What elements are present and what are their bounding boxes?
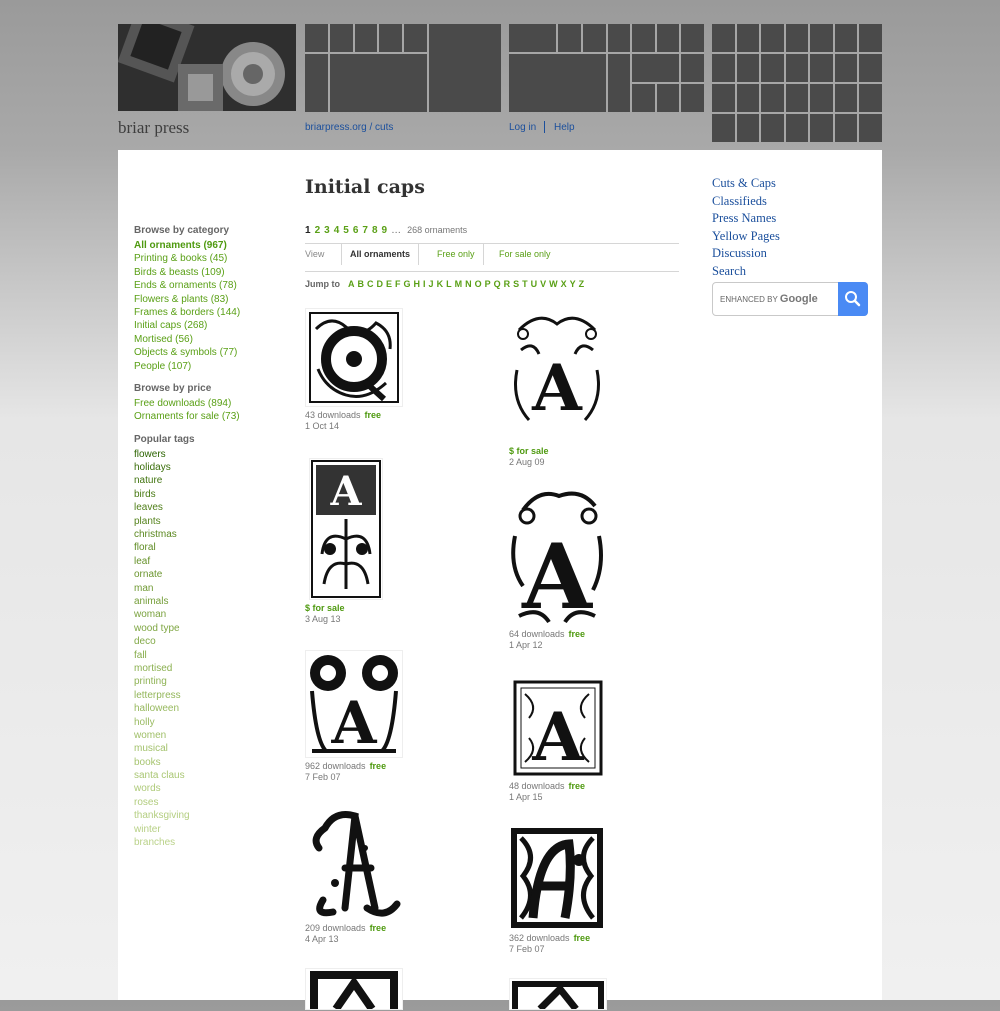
ornament-item[interactable] <box>305 308 403 431</box>
category-link[interactable]: Initial caps (268) <box>134 320 208 332</box>
ornament-item[interactable] <box>509 678 605 802</box>
tag-link[interactable]: thanksgiving <box>134 810 190 822</box>
tag-link[interactable]: leaf <box>134 555 151 567</box>
category-heading: Browse by category <box>134 225 230 236</box>
search-button[interactable] <box>838 282 868 316</box>
jump-letter[interactable]: L <box>446 279 452 289</box>
script-letter-a-icon[interactable] <box>305 808 401 920</box>
tag-link[interactable]: musical <box>134 743 168 755</box>
ornament-count: 268 ornaments <box>407 225 468 235</box>
ornate-letter-a-swirl-icon[interactable] <box>509 310 605 436</box>
page-current: 1 <box>305 225 311 236</box>
breadcrumb[interactable]: briarpress.org / cuts <box>305 122 394 133</box>
download-count: 64 downloads <box>509 629 565 639</box>
nav-press-names[interactable]: Press Names <box>712 211 777 226</box>
tag-link[interactable]: letterpress <box>134 689 181 701</box>
jump-letter[interactable]: Q <box>493 279 501 289</box>
right-nav <box>712 175 780 281</box>
header-separator <box>544 121 545 133</box>
tag-list <box>134 448 294 850</box>
price-heading: Browse by price <box>134 382 212 394</box>
item-date: 3 Aug 13 <box>305 614 341 624</box>
tag-link[interactable]: birds <box>134 488 156 500</box>
jump-letter[interactable]: W <box>549 279 558 289</box>
jump-letter[interactable]: H <box>413 279 421 289</box>
jump-letter[interactable]: F <box>395 279 401 289</box>
item-date: 4 Apr 13 <box>305 934 339 944</box>
help-link[interactable]: Help <box>554 122 575 133</box>
tag-link[interactable]: nature <box>134 475 163 487</box>
nav-discussion[interactable]: Discussion <box>712 246 767 261</box>
price-label[interactable]: $ for sale <box>509 446 549 456</box>
price-link[interactable]: Ornaments for sale (73) <box>134 411 240 423</box>
svg-text:A: A <box>330 468 362 515</box>
page-link[interactable]: 9 <box>381 225 388 236</box>
ornament-item-partial[interactable] <box>509 978 607 1010</box>
ornament-item[interactable] <box>305 458 383 624</box>
view-filter-bar <box>305 243 679 272</box>
tag-link[interactable]: christmas <box>134 529 177 541</box>
svg-text:A: A <box>532 351 582 426</box>
ornate-letter-a-flourish-icon[interactable] <box>509 486 605 626</box>
framed-letter-a-icon[interactable] <box>509 678 605 778</box>
category-link[interactable]: Ends & ornaments (78) <box>134 280 237 292</box>
jump-label: Jump to <box>305 279 340 289</box>
jump-to-letters <box>305 279 587 289</box>
framed-letter-icon[interactable] <box>509 978 607 1010</box>
jump-letter[interactable]: O <box>474 279 482 289</box>
category-link[interactable]: People (107) <box>134 360 192 372</box>
svg-text:A: A <box>522 524 592 626</box>
page-link[interactable]: 8 <box>371 225 378 236</box>
jump-letter[interactable]: N <box>465 279 472 289</box>
ornament-item[interactable] <box>305 650 403 782</box>
view-label: View <box>305 249 325 259</box>
jump-letter[interactable]: X <box>560 279 567 289</box>
tag-link[interactable]: animals <box>134 595 169 607</box>
category-link[interactable]: Printing & books (45) <box>134 253 228 265</box>
search-brand: Google <box>779 293 818 305</box>
nav-cuts-caps[interactable]: Cuts & Caps <box>712 176 776 190</box>
framed-letter-icon[interactable] <box>305 968 403 1010</box>
login-link[interactable]: Log in <box>509 122 537 133</box>
framed-letter-a-leaves-icon[interactable] <box>509 826 605 930</box>
price-label[interactable]: free <box>369 923 387 933</box>
jump-letter[interactable]: D <box>376 279 383 289</box>
jump-letter[interactable]: J <box>428 279 434 289</box>
tag-link[interactable]: santa claus <box>134 770 185 782</box>
page-link[interactable]: 6 <box>352 225 359 236</box>
ornament-item[interactable] <box>509 826 605 954</box>
search-icon <box>838 282 868 316</box>
tag-link[interactable]: books <box>134 756 161 768</box>
jump-letter[interactable]: V <box>540 279 547 289</box>
view-sale-tab[interactable]: For sale only <box>499 249 551 259</box>
item-date: 1 Oct 14 <box>305 421 340 431</box>
page-link[interactable]: 2 <box>314 225 321 236</box>
price-link[interactable]: Free downloads (894) <box>134 397 232 409</box>
price-label[interactable]: free <box>568 781 586 791</box>
tag-link[interactable]: winter <box>134 823 161 835</box>
tag-link[interactable]: floral <box>134 542 156 554</box>
page-link[interactable]: 7 <box>362 225 368 236</box>
download-count: 362 downloads <box>509 933 570 943</box>
ornament-item[interactable] <box>509 486 605 650</box>
tag-link[interactable]: woman <box>134 609 167 621</box>
ornament-item-partial[interactable] <box>305 968 403 1010</box>
tag-link[interactable]: deco <box>134 636 156 648</box>
category-link[interactable]: All ornaments (967) <box>134 240 227 251</box>
jump-letter[interactable]: E <box>386 279 393 289</box>
jump-letter[interactable]: C <box>367 279 374 289</box>
jump-letter[interactable]: P <box>484 279 491 289</box>
search-placeholder: ENHANCED BY Google <box>720 293 818 305</box>
nav-classifieds[interactable]: Classifieds <box>712 193 767 208</box>
category-link[interactable]: Birds & beasts (109) <box>134 266 225 278</box>
ornate-letter-a-tall-icon[interactable] <box>309 458 383 600</box>
category-link[interactable]: Frames & borders (144) <box>134 306 241 318</box>
download-count: 43 downloads <box>305 410 361 420</box>
page-title: Initial caps <box>305 176 425 198</box>
price-label[interactable]: $ for sale <box>305 603 345 613</box>
left-sidebar <box>134 225 294 859</box>
download-count: 962 downloads <box>305 761 366 771</box>
jump-letter[interactable]: Z <box>578 279 585 289</box>
tag-link[interactable]: words <box>134 783 161 795</box>
tag-link[interactable]: halloween <box>134 703 180 715</box>
jump-letter[interactable]: A <box>348 279 355 289</box>
tag-link[interactable]: flowers <box>134 448 166 460</box>
page-link[interactable]: 5 <box>343 225 349 236</box>
tag-link[interactable]: plants <box>134 515 161 527</box>
item-date: 1 Apr 15 <box>509 792 543 802</box>
ornate-letter-q-icon[interactable] <box>305 308 403 407</box>
search-input[interactable] <box>712 282 868 316</box>
jump-letter[interactable]: R <box>503 279 511 289</box>
item-date: 1 Apr 12 <box>509 640 543 650</box>
jump-letter[interactable]: B <box>357 279 364 289</box>
category-link[interactable]: Objects & symbols (77) <box>134 347 238 359</box>
header-tiles-2 <box>509 24 704 112</box>
category-link[interactable]: Flowers & plants (83) <box>134 293 229 305</box>
tag-link[interactable]: holly <box>134 716 155 728</box>
tag-link[interactable]: leaves <box>134 502 163 514</box>
tag-link[interactable]: women <box>134 729 167 741</box>
tags-heading: Popular tags <box>134 433 195 445</box>
jump-letter[interactable]: I <box>423 279 426 289</box>
header-tiles-1 <box>305 24 501 112</box>
price-label[interactable]: free <box>369 761 387 771</box>
item-date: 2 Aug 09 <box>509 457 545 467</box>
jump-letter[interactable]: T <box>522 279 528 289</box>
page-link[interactable]: 3 <box>324 225 330 236</box>
header-photo <box>118 24 296 111</box>
page-ellipsis: … <box>391 225 402 236</box>
price-label[interactable]: free <box>573 933 591 943</box>
price-label[interactable]: free <box>364 410 382 420</box>
tag-link[interactable]: branches <box>134 837 176 849</box>
tag-link[interactable]: ornate <box>134 569 163 581</box>
tag-link[interactable]: man <box>134 582 154 594</box>
price-label[interactable]: free <box>568 629 586 639</box>
ornament-item[interactable] <box>509 310 605 467</box>
download-count: 209 downloads <box>305 923 366 933</box>
view-free-tab[interactable]: Free only <box>429 244 484 265</box>
header-tiles-3 <box>712 24 882 142</box>
pagination <box>305 225 471 236</box>
ornament-item[interactable] <box>305 808 401 944</box>
jump-letter[interactable]: U <box>530 279 538 289</box>
jump-letter[interactable]: S <box>513 279 520 289</box>
jump-letter[interactable]: Y <box>569 279 576 289</box>
item-date: 7 Feb 07 <box>305 772 341 782</box>
item-date: 7 Feb 07 <box>509 944 545 954</box>
svg-text:A: A <box>532 698 584 776</box>
category-link[interactable]: Mortised (56) <box>134 333 193 345</box>
tag-link[interactable]: printing <box>134 676 167 688</box>
download-count: 48 downloads <box>509 781 565 791</box>
tag-link[interactable]: fall <box>134 649 147 661</box>
nav-yellow-pages[interactable]: Yellow Pages <box>712 228 780 243</box>
jump-letter[interactable]: K <box>436 279 444 289</box>
tag-link[interactable]: mortised <box>134 662 173 674</box>
brand-name[interactable]: briar press <box>118 118 190 137</box>
jump-letter[interactable]: M <box>454 279 463 289</box>
jump-letter[interactable]: G <box>403 279 411 289</box>
ornate-letter-a-floral-icon[interactable] <box>305 650 403 758</box>
view-all-tab[interactable]: All ornaments <box>341 244 419 265</box>
tag-link[interactable]: roses <box>134 796 159 808</box>
tag-link[interactable]: holidays <box>134 462 171 474</box>
tag-link[interactable]: wood type <box>134 622 180 634</box>
svg-text:A: A <box>331 689 377 757</box>
page-link[interactable]: 4 <box>333 225 340 236</box>
nav-search[interactable]: Search <box>712 263 747 278</box>
